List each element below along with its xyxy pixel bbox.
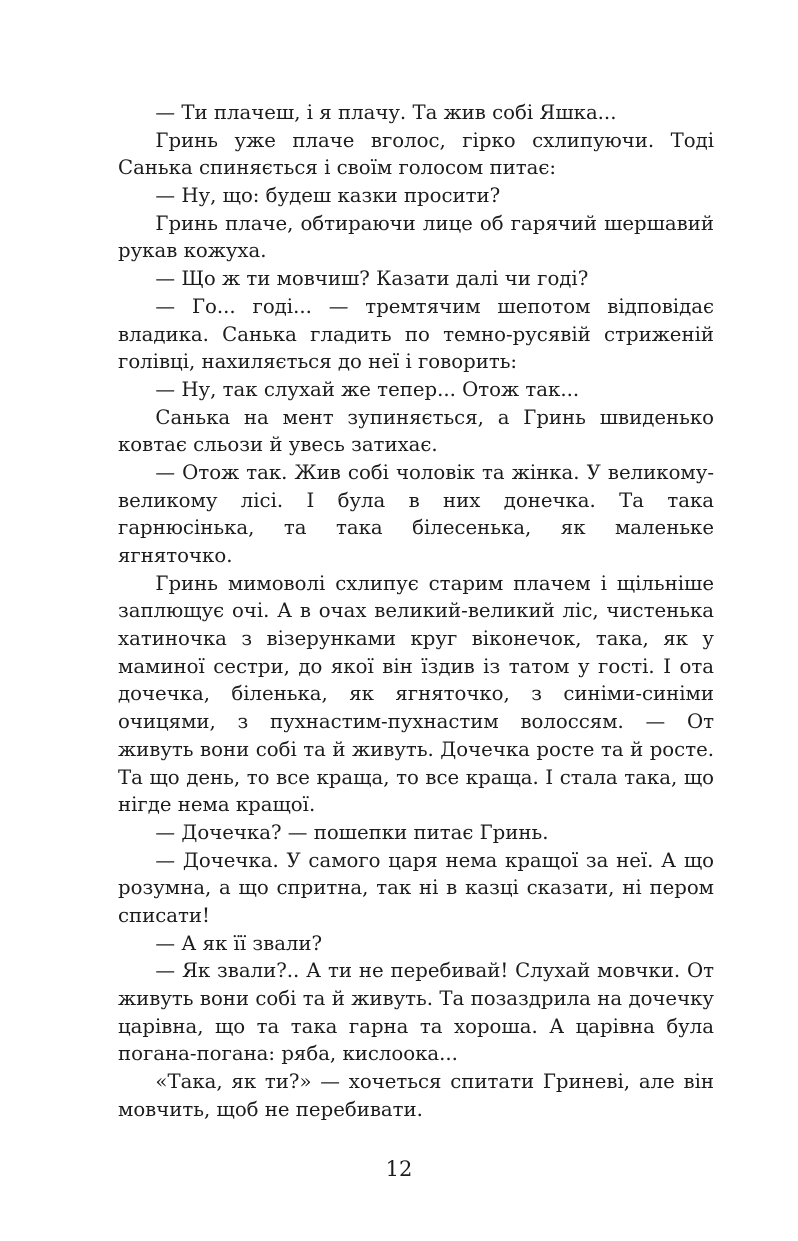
paragraph: Гринь мимоволі схлипує старим плачем і щільніше заплющує очі. А в очах великий-великий ліс, чистенька хатиночка з візерунками круг віконечок, така, як у маминої сестри, до якої він їздив із татом у гості. І ота дочечка, біленька, як ягняточко, з синіми-синіми очицями, з пухнастим-пухнастим волоссям. — От живуть вони собі та й живуть. Дочечка росте та й росте. Та що день, то все краща, то все краща. І стала така, що нігде нема кращої. xyxy=(118,571,714,817)
paragraph: — Ну, так слухай же тепер... Отож так... xyxy=(155,377,580,401)
paragraph: — Що ж ти мовчиш? Казати далі чи годі? xyxy=(155,267,589,291)
paragraph: «Така, як ти?» — хочеться спитати Гриневі, але він мовчить, щоб не перебивати. xyxy=(118,1070,714,1121)
paragraph: — Як звали?.. А ти не перебивай! Слухай мовчки. От живуть вони собі та й живуть. Та позаздрила на дочечку царівна, що та така гарна та хороша. А царівна була погана-погана: ряба, кислоока... xyxy=(118,959,714,1066)
paragraph: — Дочечка. У самого царя нема кращої за неї. А що розумна, а що спритна, так ні в казці сказати, ні пером списати! xyxy=(118,848,714,927)
paragraph: Санька на мент зупиняється, а Гринь швиденько ковтає сльози й увесь затихає. xyxy=(118,405,714,457)
paragraph: Гринь уже плаче вголос, гірко схлипуючи. Тоді Санька спиняється і своїм голосом питає: xyxy=(118,128,714,180)
paragraph: — Ти плачеш, і я плачу. Та жив собі Яшка... xyxy=(155,101,617,124)
page-number: 12 xyxy=(385,1157,413,1181)
paragraph: — Го... годі... — тремтячим шепотом відповідає владика. Санька гладить по темно-русявій стриженій голівці, нахиляється до неї і говорить: xyxy=(118,294,714,374)
paragraph: — Дочечка? — пошепки питає Гринь. xyxy=(155,820,549,844)
body-text xyxy=(118,99,714,1123)
paragraph: — А як її звали? xyxy=(155,931,323,955)
paragraph: Гринь плаче, обтираючи лице об гарячий шершавий рукав кожуха. xyxy=(118,211,714,263)
paragraph: — Отож так. Жив собі чоловік та жінка. У великому-великому лісі. І була в них донечка. Та така гарнюсінька, та така білесенька, як маленьке ягняточко. xyxy=(118,460,714,567)
paragraph: — Ну, що: будеш казки просити? xyxy=(155,184,501,208)
